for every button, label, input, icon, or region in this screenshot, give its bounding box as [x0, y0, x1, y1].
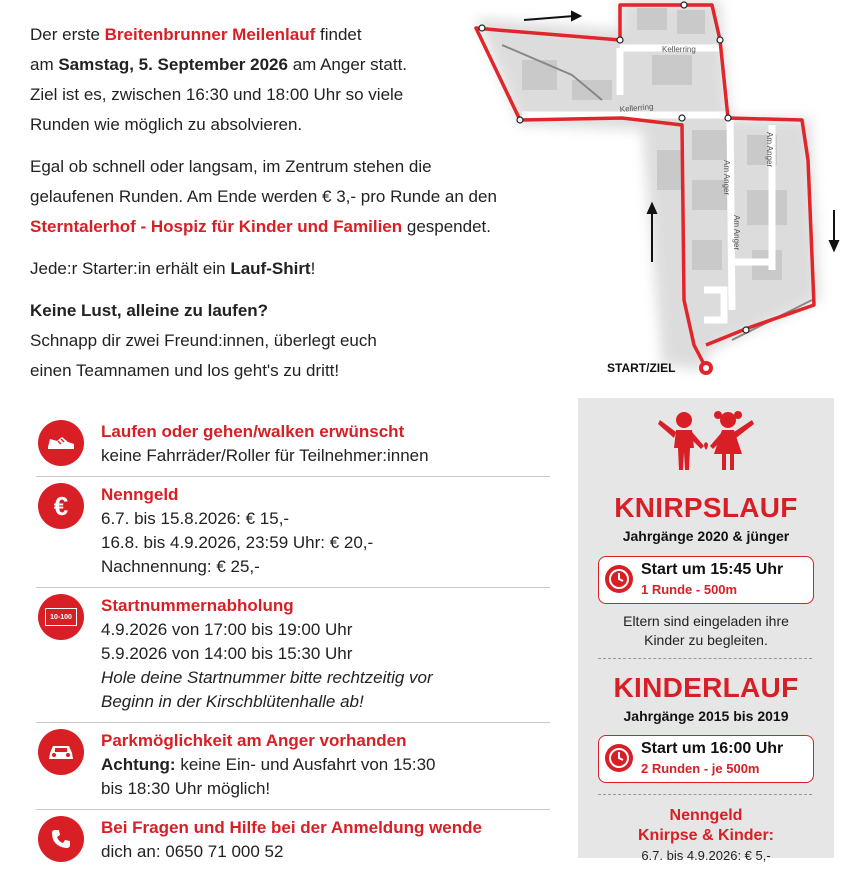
street-label-kellerring-mid: Kellerring — [619, 102, 654, 114]
info-title: Nenngeld — [101, 485, 179, 504]
kids-fee: Nenngeld Knirpse & Kinder: 6.7. bis 4.9.2026: € 5,- — [637, 807, 774, 863]
info-item-contact — [36, 810, 550, 872]
info-line: Nachnennung: € 25,- — [101, 557, 260, 576]
knirpslauf-distance: 1 Runde - 500m — [641, 582, 738, 597]
street-label-am-anger-1: Am Anger — [722, 160, 731, 196]
route-waypoint — [725, 115, 731, 121]
info-line: keine Fahrräder/Roller für Teilnehmer:innen — [101, 446, 429, 465]
info-italic-line: Hole deine Startnummer bitte rechtzeitig vor — [101, 668, 433, 687]
intro-paragraph-3: Jede:r Starter:in erhält ein Lauf-Shirt! — [30, 259, 316, 278]
route-waypoint — [479, 25, 485, 31]
divider — [598, 658, 812, 659]
knirpslauf-title: KNIRPSLAUF — [614, 492, 798, 523]
info-line: keine Ein- und Ausfahrt von 15:30 — [175, 755, 436, 774]
info-title: Bei Fragen und Hilfe bei der Anmeldung wende — [101, 818, 482, 837]
knirpslauf-note: Eltern sind eingeladen ihre Kinder zu begleiten. — [623, 613, 789, 648]
route-map — [462, 0, 852, 390]
clock-icon — [605, 744, 633, 772]
info-italic-line: Beginn in der Kirschblütenhalle ab! — [101, 692, 364, 711]
info-line: 5.9.2026 von 14:00 bis 15:30 Uhr — [101, 644, 353, 663]
info-title: Startnummernabholung — [101, 596, 294, 615]
info-title: Laufen oder gehen/walken erwünscht — [101, 422, 405, 441]
route-waypoint — [717, 37, 723, 43]
intro-paragraph-2: Egal ob schnell oder langsam, im Zentrum stehen die gelaufenen Runden. Am Ende werden € 3,- pro Runde an den Sterntalerhof - Hospiz für Kinder und Familien gespendet. — [30, 157, 497, 236]
kinderlauf-years: Jahrgänge 2015 bis 2019 — [623, 708, 789, 724]
route-waypoint — [617, 37, 623, 43]
kinderlauf-distance: 2 Runden - je 500m — [641, 761, 760, 776]
kinderlauf-time-box — [598, 735, 814, 783]
divider — [598, 794, 812, 795]
info-line: 6.7. bis 15.8.2026: € 15,- — [101, 509, 290, 528]
arrow-right-icon — [524, 16, 574, 20]
knirpslauf-years: Jahrgänge 2020 & jünger — [622, 528, 790, 544]
street-label-am-anger-2: Am Anger — [732, 215, 741, 251]
info-item-bib — [36, 588, 550, 723]
info-list — [36, 414, 550, 872]
bib-icon: 10-100 — [38, 594, 84, 640]
route-waypoint — [517, 117, 523, 123]
street-label-kellerring-top: Kellerring — [662, 45, 696, 54]
shoe-icon — [38, 420, 84, 466]
kinderlauf-time: Start um 16:00 Uhr — [641, 740, 784, 757]
info-item-fee — [36, 477, 550, 588]
info-bold-prefix: Achtung: — [101, 755, 176, 774]
route-waypoint — [679, 115, 685, 121]
event-name: Breitenbrunner Meilenlauf — [104, 25, 316, 44]
info-item-parking — [36, 723, 550, 810]
route-waypoint — [681, 2, 687, 8]
start-label: START/ZIEL — [607, 361, 676, 375]
info-item-shoes — [36, 414, 550, 477]
kids-icon — [656, 406, 756, 479]
street-label-am-anger-3: Am Anger — [765, 132, 774, 168]
event-date: Samstag, 5. September 2026 — [58, 55, 288, 74]
charity-name: Sterntalerhof - Hospiz für Kinder und Familien — [30, 217, 403, 236]
kinderlauf-title: KINDERLAUF — [613, 672, 799, 703]
clock-icon — [605, 565, 633, 593]
car-icon — [38, 729, 84, 775]
info-line: 16.8. bis 4.9.2026, 23:59 Uhr: € 20,- — [101, 533, 374, 552]
info-line: 4.9.2026 von 17:00 bis 19:00 Uhr — [101, 620, 353, 639]
euro-icon: € — [38, 483, 84, 529]
info-line: dich an: 0650 71 000 52 — [101, 842, 284, 861]
route-map-svg — [462, 0, 852, 390]
intro-paragraph-1: Der erste Breitenbrunner Meilenlauf findet am Samstag, 5. September 2026 am Anger statt. Ziel ist es, zwischen 16:30 und 18:00 Uhr so viele Runden wie möglich zu absolvieren. — [30, 25, 408, 134]
phone-icon — [38, 816, 84, 862]
info-title: Parkmöglichkeit am Anger vorhanden — [101, 731, 407, 750]
info-line: bis 18:30 Uhr möglich! — [101, 779, 271, 798]
knirpslauf-time-box — [598, 556, 814, 604]
kids-run-panel — [578, 398, 834, 863]
knirpslauf-time: Start um 15:45 Uhr — [641, 561, 784, 578]
route-waypoint — [743, 327, 749, 333]
intro-paragraph-4: Keine Lust, alleine zu laufen? Schnapp dir zwei Freund:innen, überlegt euch einen Teamnamen und los geht's zu dritt! — [30, 301, 377, 380]
